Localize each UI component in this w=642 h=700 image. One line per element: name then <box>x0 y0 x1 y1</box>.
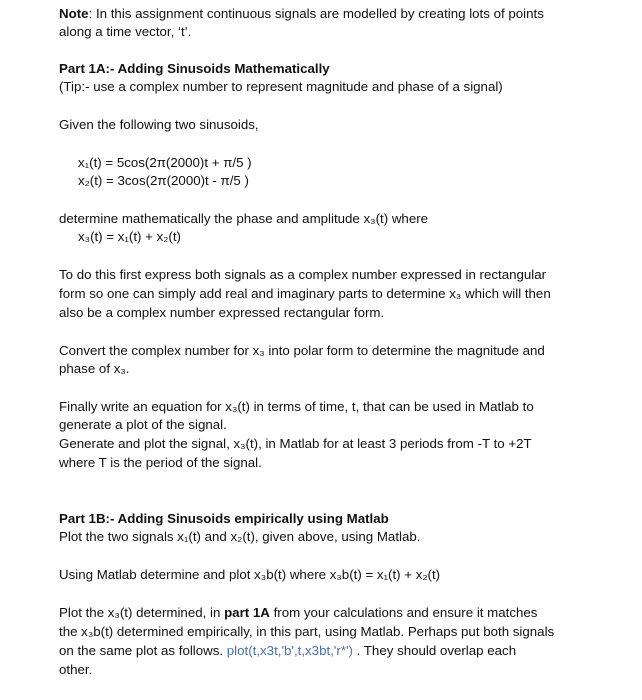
matlab-code-snippet: plot(t,x3t,'b',t,x3bt,'r*') <box>226 643 353 658</box>
para2-line-2: phase of x₃. <box>59 361 130 376</box>
note-line-2: along a time vector, ‘t’. <box>59 24 192 39</box>
equation-x3: x₃(t) = x₁(t) + x₂(t) <box>78 229 181 244</box>
final-line-4: other. <box>59 662 93 677</box>
para1-line-1: To do this first express both signals as a complex number expressed in rectangular <box>59 267 547 282</box>
para3-line-3: Generate and plot the signal, x₃(t), in Matlab for at least 3 periods from -T to +2T <box>59 436 532 451</box>
part1a-reference: part 1A <box>224 605 270 620</box>
para2-line-1: Convert the complex number for x₃ into polar form to determine the magnitude and <box>59 343 545 358</box>
part1b-heading: Part 1B:- Adding Sinusoids empirically using Matlab <box>59 511 389 526</box>
equation-x1: x₁(t) = 5cos(2π(2000)t + π/5 ) <box>78 155 252 170</box>
para3-line-2: generate a plot of the signal. <box>59 417 227 432</box>
given-text: Given the following two sinusoids, <box>59 117 259 132</box>
using-matlab-text: Using Matlab determine and plot x₃b(t) where x₃b(t) = x₁(t) + x₂(t) <box>59 567 441 582</box>
para3-line-1: Finally write an equation for x₃(t) in terms of time, t, that can be used in Matlab to <box>59 399 534 414</box>
plot-two-text: Plot the two signals x₁(t) and x₂(t), given above, using Matlab. <box>59 529 421 544</box>
note-line-1: Note: In this assignment continuous signals are modelled by creating lots of points <box>59 6 544 21</box>
note-label: Note <box>59 6 89 21</box>
part1a-heading: Part 1A:- Adding Sinusoids Mathematically <box>59 61 330 76</box>
final-line-2: the x₃b(t) determined empirically, in this part, using Matlab. Perhaps put both signals <box>59 624 555 639</box>
part1a-tip: (Tip:- use a complex number to represent magnitude and phase of a signal) <box>59 79 503 94</box>
para1-line-3: also be a complex number expressed rectangular form. <box>59 305 385 320</box>
final-line-1: Plot the x₃(t) determined, in part 1A from your calculations and ensure it matches <box>59 605 538 620</box>
para3-line-4: where T is the period of the signal. <box>59 455 262 470</box>
final-line-3: on the same plot as follows. plot(t,x3t,'b',t,x3bt,'r*') . They should overlap each <box>59 643 517 658</box>
para1-line-2: form so one can simply add real and imaginary parts to determine x₃ which will then <box>59 286 551 301</box>
equation-x2: x₂(t) = 3cos(2π(2000)t - π/5 ) <box>78 173 249 188</box>
determine-text: determine mathematically the phase and amplitude x₃(t) where <box>59 211 429 226</box>
